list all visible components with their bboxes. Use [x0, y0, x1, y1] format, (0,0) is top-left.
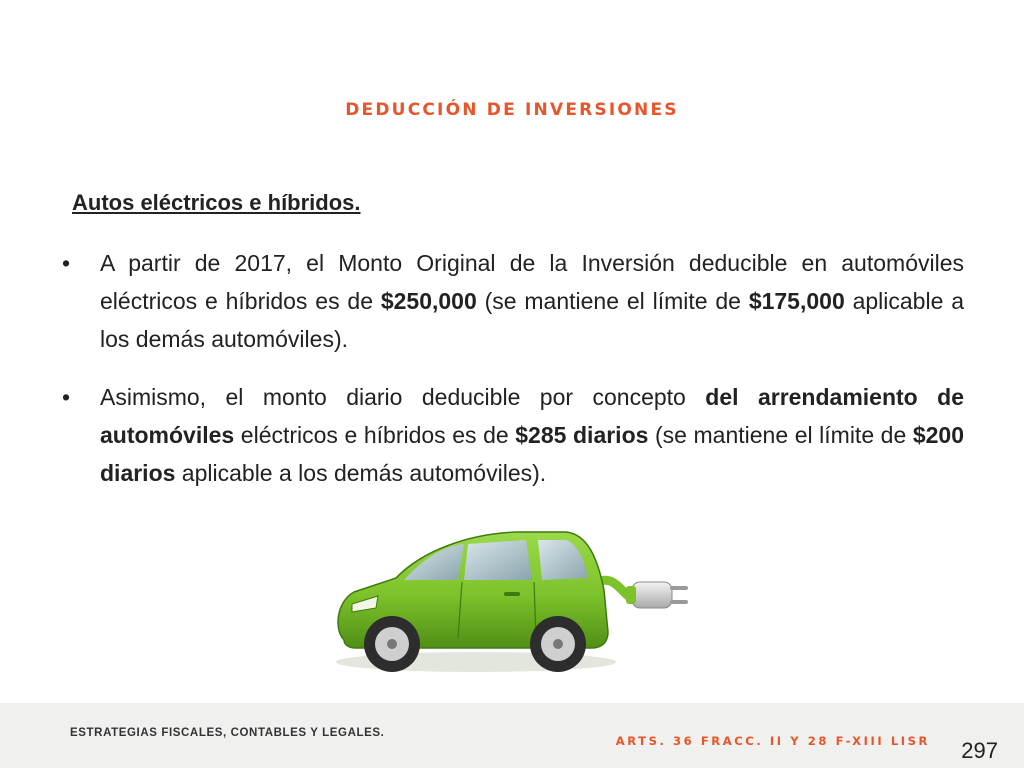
bullet-text-emphasis: $200 diarios — [100, 422, 965, 486]
bullet-text-emphasis: del arrendamiento de automóviles — [100, 384, 964, 448]
bullet-list — [62, 244, 964, 512]
car-rear-wheel — [530, 616, 586, 672]
page-number: 297 — [961, 738, 998, 763]
bullet-text-part: Asimismo, el monto diario deducible por concepto — [100, 384, 706, 410]
section-subheading: Autos eléctricos e híbridos. — [72, 190, 361, 215]
car-door-handle — [504, 592, 520, 596]
car-windshield — [404, 544, 464, 580]
slide-title: DEDUCCIÓN DE INVERSIONES — [345, 100, 679, 120]
bullet-text-part: A partir de 2017, el Monto Original de la Inversión deducible en automóviles eléctricos e híbridos es de — [100, 250, 964, 314]
car-front-wheel — [364, 616, 420, 672]
bullet-item — [62, 244, 964, 358]
bullet-text-emphasis: $175,000 — [748, 288, 845, 314]
footer-company-name: ESTRATEGIAS FISCALES, CONTABLES Y LEGALES. — [70, 727, 385, 739]
bullet-text-part: (se mantiene el límite de — [648, 422, 913, 448]
car-side-window — [464, 540, 532, 580]
bullet-text-emphasis: $250,000 — [380, 288, 477, 314]
bullet-text-part: aplicable a los demás automóviles). — [100, 288, 965, 352]
bullet-marker: • — [62, 384, 71, 410]
bullet-item — [62, 378, 964, 492]
footer-legal-reference: ARTS. 36 FRACC. II Y 28 F-XIII LISR — [615, 734, 930, 748]
bullet-text-part: eléctricos e híbridos es de — [234, 422, 516, 448]
bullet-marker: • — [62, 250, 71, 276]
plug-icon — [626, 582, 688, 608]
electric-car-icon — [326, 520, 698, 680]
bullet-text-part: aplicable a los demás automóviles). — [175, 460, 547, 486]
bullet-text-emphasis: $285 diarios — [515, 422, 649, 448]
bullet-text-part: (se mantiene el límite de — [476, 288, 749, 314]
